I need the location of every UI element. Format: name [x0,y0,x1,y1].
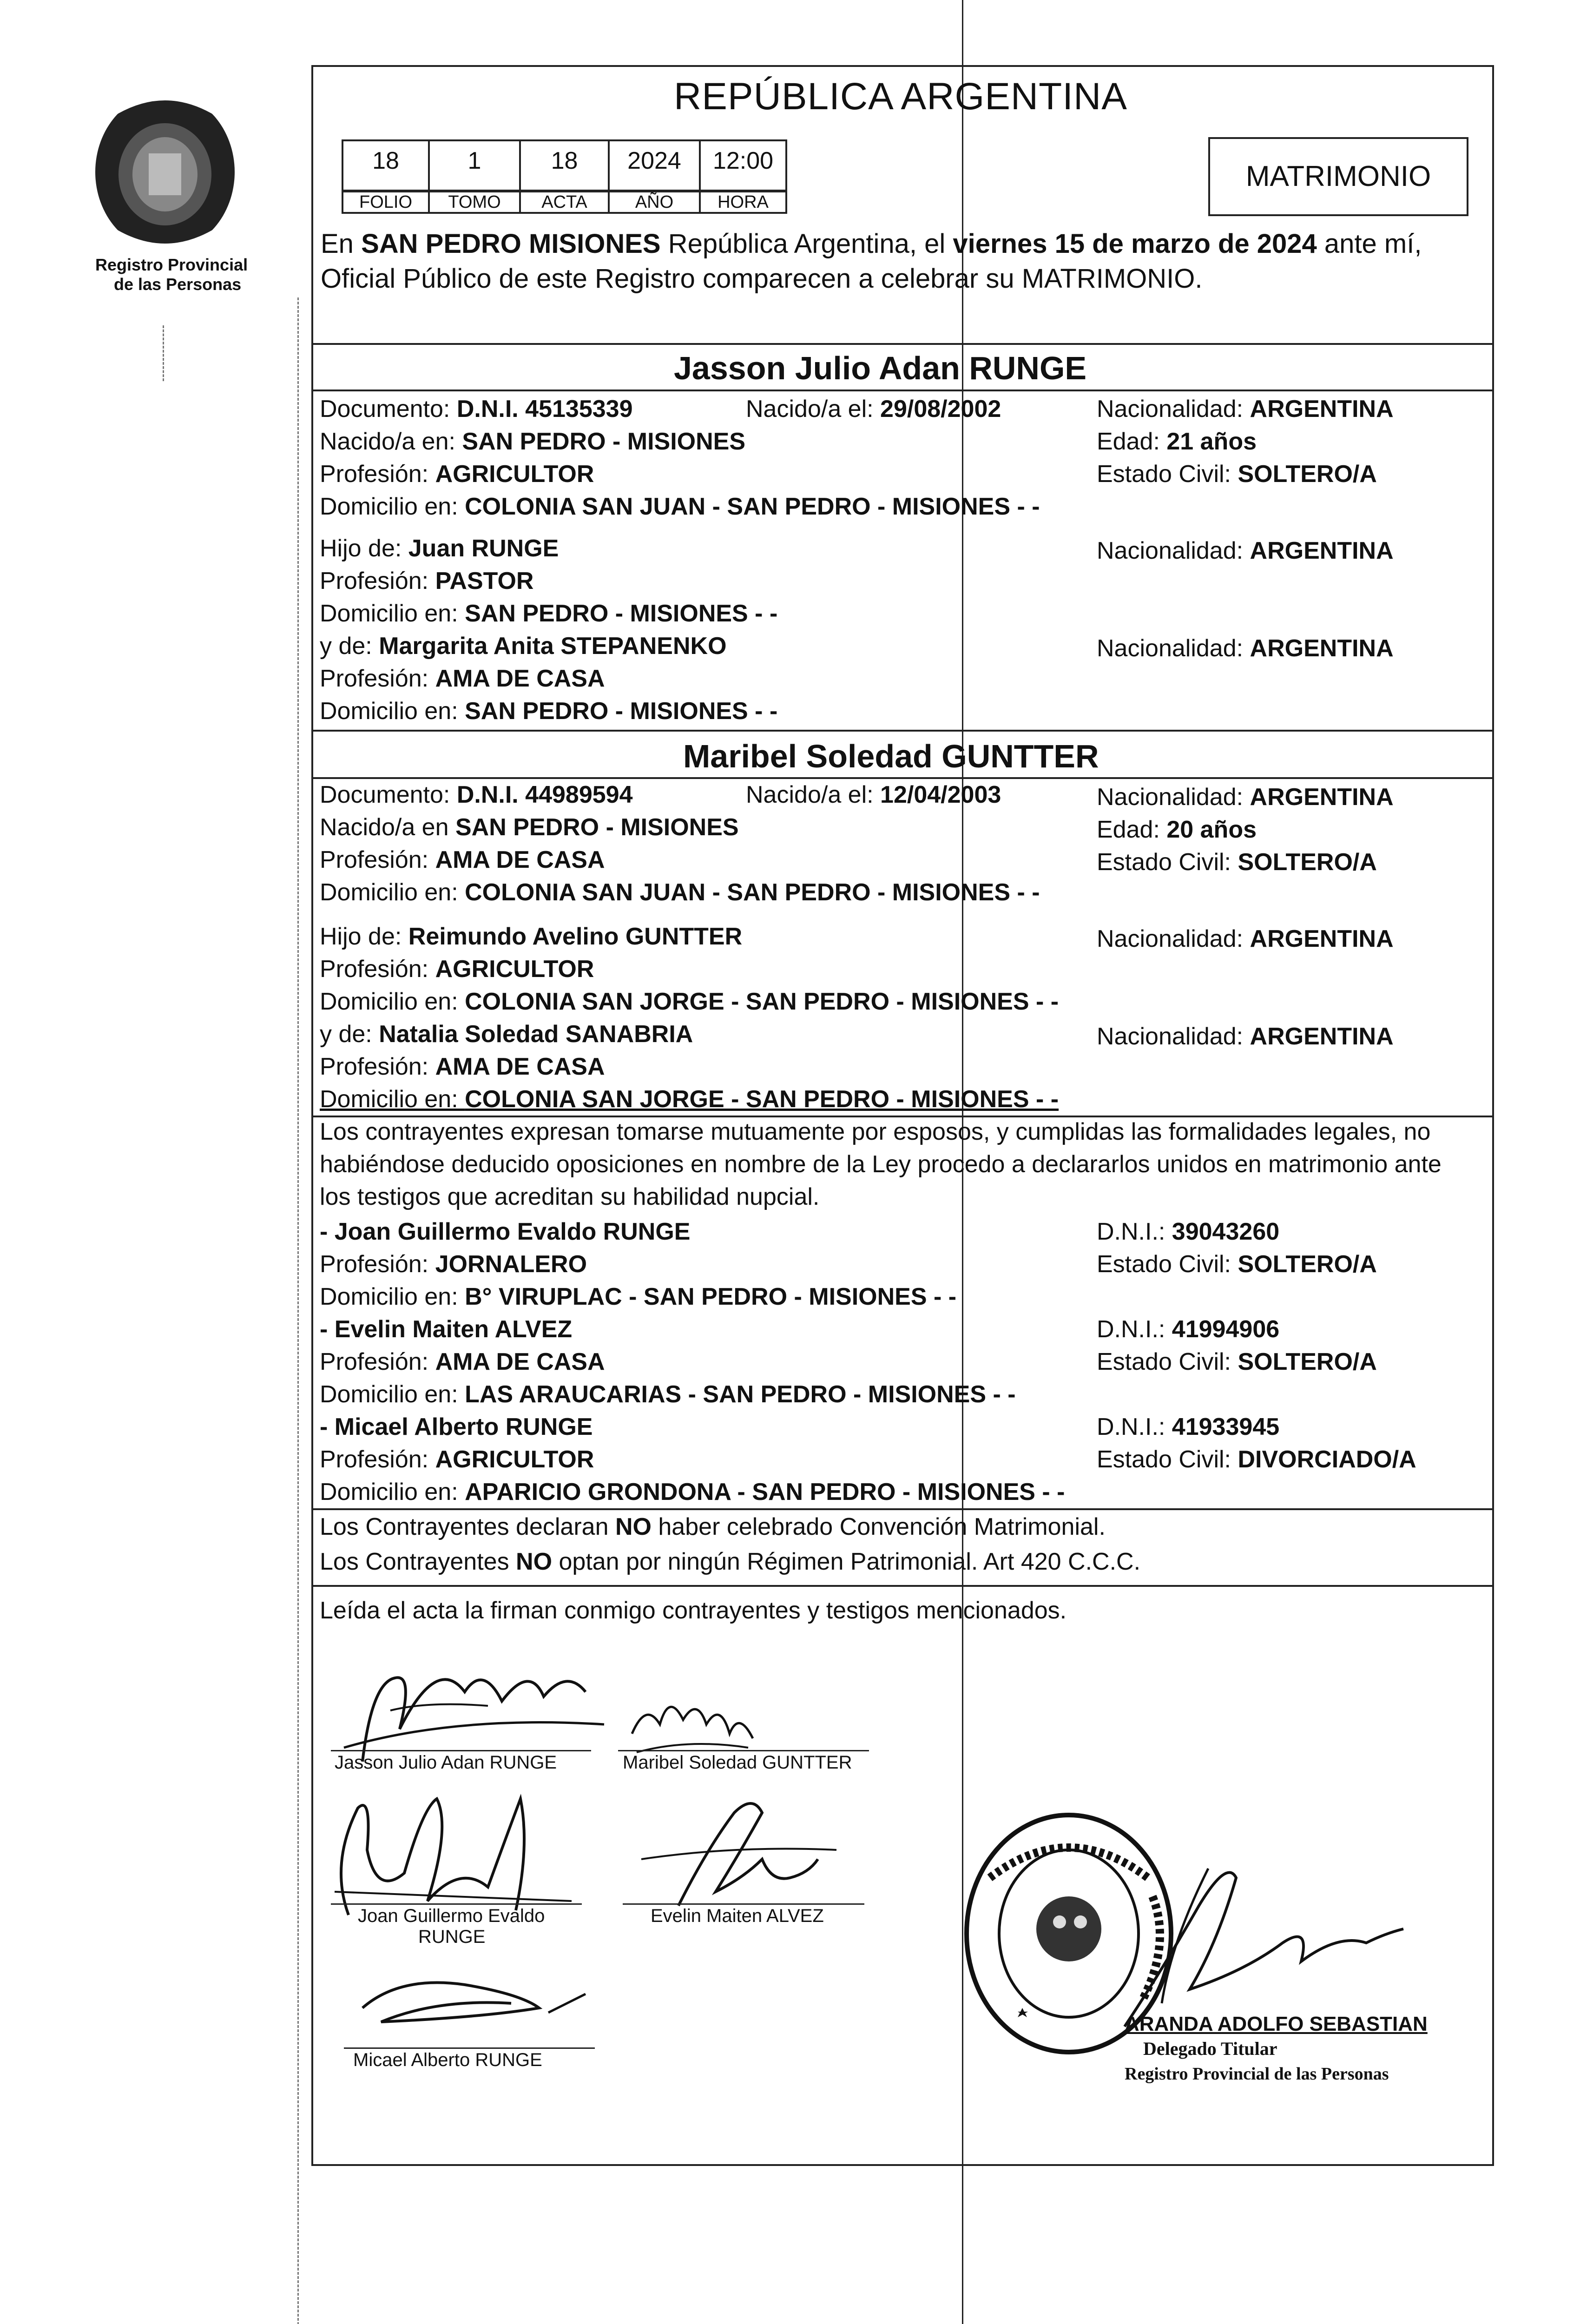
declaration-line-3: los testigos que acreditan su habilidad nupcial. [320,1183,820,1210]
province-logo [79,84,251,260]
label-tomo: TOMO [428,191,521,214]
regime-statement: Los Contrayentes NO optan por ningún Régimen Patrimonial. Art 420 C.C.C. [320,1548,1141,1575]
witness-address: Domicilio en: APARICIO GRONDONA - SAN PEDRO - MISIONES - - [320,1479,1065,1505]
record-type: MATRIMONIO [1245,160,1431,192]
label-folio: FOLIO [342,191,430,214]
groom-mother-nationality: Nacionalidad: ARGENTINA [1097,635,1394,662]
divider [311,1116,1494,1117]
signature-line [344,2047,595,2049]
groom-nationality: Nacionalidad: ARGENTINA [1097,396,1394,423]
groom-mother-profession: Profesión: AMA DE CASA [320,665,605,692]
witness-name: - Evelin Maiten ALVEZ [320,1316,573,1343]
witness-civil: Estado Civil: DIVORCIADO/A [1097,1446,1416,1473]
witness-dni: D.N.I.: 41994906 [1097,1316,1280,1343]
witness-3-caption: Micael Alberto RUNGE [353,2050,542,2070]
divider [311,390,1494,391]
convention-statement: Los Contrayentes declaran NO haber celebrado Convención Matrimonial. [320,1513,1106,1540]
page-title: REPÚBLICA ARGENTINA [674,75,1127,118]
field-ano: 2024 [608,139,701,191]
witness-name: - Micael Alberto RUNGE [320,1413,593,1440]
divider [311,1508,1494,1510]
intro-line-2: Oficial Público de este Registro comparecen a celebrar su MATRIMONIO. [321,264,1203,294]
bride-nationality: Nacionalidad: ARGENTINA [1097,784,1394,811]
groom-father-nationality: Nacionalidad: ARGENTINA [1097,537,1394,564]
groom-father: Hijo de: Juan RUNGE [320,535,559,562]
declaration-line-1: Los contrayentes expresan tomarse mutuamente por esposos, y cumplidas las formalidades legales, no [320,1118,1431,1145]
groom-father-address: Domicilio en: SAN PEDRO - MISIONES - - [320,600,778,627]
witness-3-signature [344,1952,595,2045]
witness-address: Domicilio en: LAS ARAUCARIAS - SAN PEDRO - MISIONES - - [320,1381,1016,1408]
margin-line [297,297,300,2324]
signature-line [331,1903,582,1905]
bride-mother: y de: Natalia Soledad SANABRIA [320,1021,693,1048]
divider [311,777,1494,779]
logo-caption-line2: de las Personas [114,275,242,294]
bride-mother-address: Domicilio en: COLONIA SAN JORGE - SAN PEDRO - MISIONES - - [320,1086,1059,1113]
bride-father-address: Domicilio en: COLONIA SAN JORGE - SAN PEDRO - MISIONES - - [320,988,1059,1015]
groom-age: Edad: 21 años [1097,428,1257,455]
intro-line-1: En SAN PEDRO MISIONES República Argentina, el viernes 15 de marzo de 2024 ante mí, [321,229,1422,259]
divider [311,730,1494,732]
bride-father-nationality: Nacionalidad: ARGENTINA [1097,925,1394,952]
official-title: Delegado Titular [1143,2038,1277,2059]
margin-line-2 [163,325,165,381]
divider [311,343,1494,345]
bride-age: Edad: 20 años [1097,816,1257,843]
groom-profession: Profesión: AGRICULTOR [320,461,594,488]
field-acta: 18 [519,139,610,191]
bride-document: Documento: D.N.I. 44989594 [320,781,633,808]
bride-mother-nationality: Nacionalidad: ARGENTINA [1097,1023,1394,1050]
witness-1-signature [321,1780,581,1924]
groom-mother: y de: Margarita Anita STEPANENKO [320,633,727,660]
record-type-box [1208,137,1468,216]
bride-father: Hijo de: Reimundo Avelino GUNTTER [320,923,743,950]
groom-born-in: Nacido/a en: SAN PEDRO - MISIONES [320,428,746,455]
witness-profession: Profesión: AGRICULTOR [320,1446,594,1473]
divider [311,1585,1494,1587]
groom-father-profession: Profesión: PASTOR [320,568,534,594]
logo-caption-line1: Registro Provincial [95,255,248,274]
witness-1-caption-line2: RUNGE [418,1927,486,1947]
witness-civil: Estado Civil: SOLTERO/A [1097,1348,1377,1375]
bride-born-on: Nacido/a el: 12/04/2003 [746,781,1001,808]
official-organization: Registro Provincial de las Personas [1125,2064,1389,2084]
declaration-line-2: habiéndose deducido oposiciones en nombre de la Ley procedo a declararlos unidos en matrimonio ante [320,1151,1442,1178]
groom-address: Domicilio en: COLONIA SAN JUAN - SAN PEDRO - MISIONES - - [320,493,1040,520]
groom-signature-caption: Jasson Julio Adan RUNGE [335,1752,557,1773]
groom-document: Documento: D.N.I. 45135339 [320,396,633,423]
bride-civil: Estado Civil: SOLTERO/A [1097,849,1377,876]
groom-civil: Estado Civil: SOLTERO/A [1097,461,1377,488]
field-tomo: 1 [428,139,521,191]
signature-line [623,1903,864,1905]
witness-profession: Profesión: AMA DE CASA [320,1348,605,1375]
bride-profession: Profesión: AMA DE CASA [320,846,605,873]
signature-line [331,1750,591,1751]
witness-2-signature [623,1785,846,1920]
bride-father-profession: Profesión: AGRICULTOR [320,956,594,983]
witness-civil: Estado Civil: SOLTERO/A [1097,1251,1377,1278]
bride-born-in: Nacido/a en SAN PEDRO - MISIONES [320,814,739,841]
label-acta: ACTA [519,191,610,214]
label-hora: HORA [699,191,787,214]
bride-signature-caption: Maribel Soledad GUNTTER [623,1752,852,1773]
groom-mother-address: Domicilio en: SAN PEDRO - MISIONES - - [320,698,778,725]
coat-of-arms-icon [79,84,251,260]
witness-2-caption: Evelin Maiten ALVEZ [651,1906,824,1926]
witness-dni: D.N.I.: 41933945 [1097,1413,1280,1440]
witness-dni: D.N.I.: 39043260 [1097,1218,1280,1245]
bride-name: Maribel Soledad GUNTTER [683,738,1099,774]
field-folio: 18 [342,139,430,191]
witness-1-caption-line1: Joan Guillermo Evaldo [358,1906,545,1926]
witness-address: Domicilio en: B° VIRUPLAC - SAN PEDRO - MISIONES - - [320,1283,957,1310]
signature-line [618,1750,869,1751]
bride-mother-profession: Profesión: AMA DE CASA [320,1053,605,1080]
witness-profession: Profesión: JORNALERO [320,1251,587,1278]
bride-address: Domicilio en: COLONIA SAN JUAN - SAN PEDRO - MISIONES - - [320,879,1040,906]
groom-name: Jasson Julio Adan RUNGE [674,350,1087,386]
witness-name: - Joan Guillermo Evaldo RUNGE [320,1218,691,1245]
closing-statement: Leída el acta la firman conmigo contrayentes y testigos mencionados. [320,1597,1067,1624]
groom-born-on: Nacido/a el: 29/08/2002 [746,396,1001,423]
official-name: ARANDA ADOLFO SEBASTIAN [1125,2013,1428,2035]
field-hora: 12:00 [699,139,787,191]
label-ano: AÑO [608,191,701,214]
